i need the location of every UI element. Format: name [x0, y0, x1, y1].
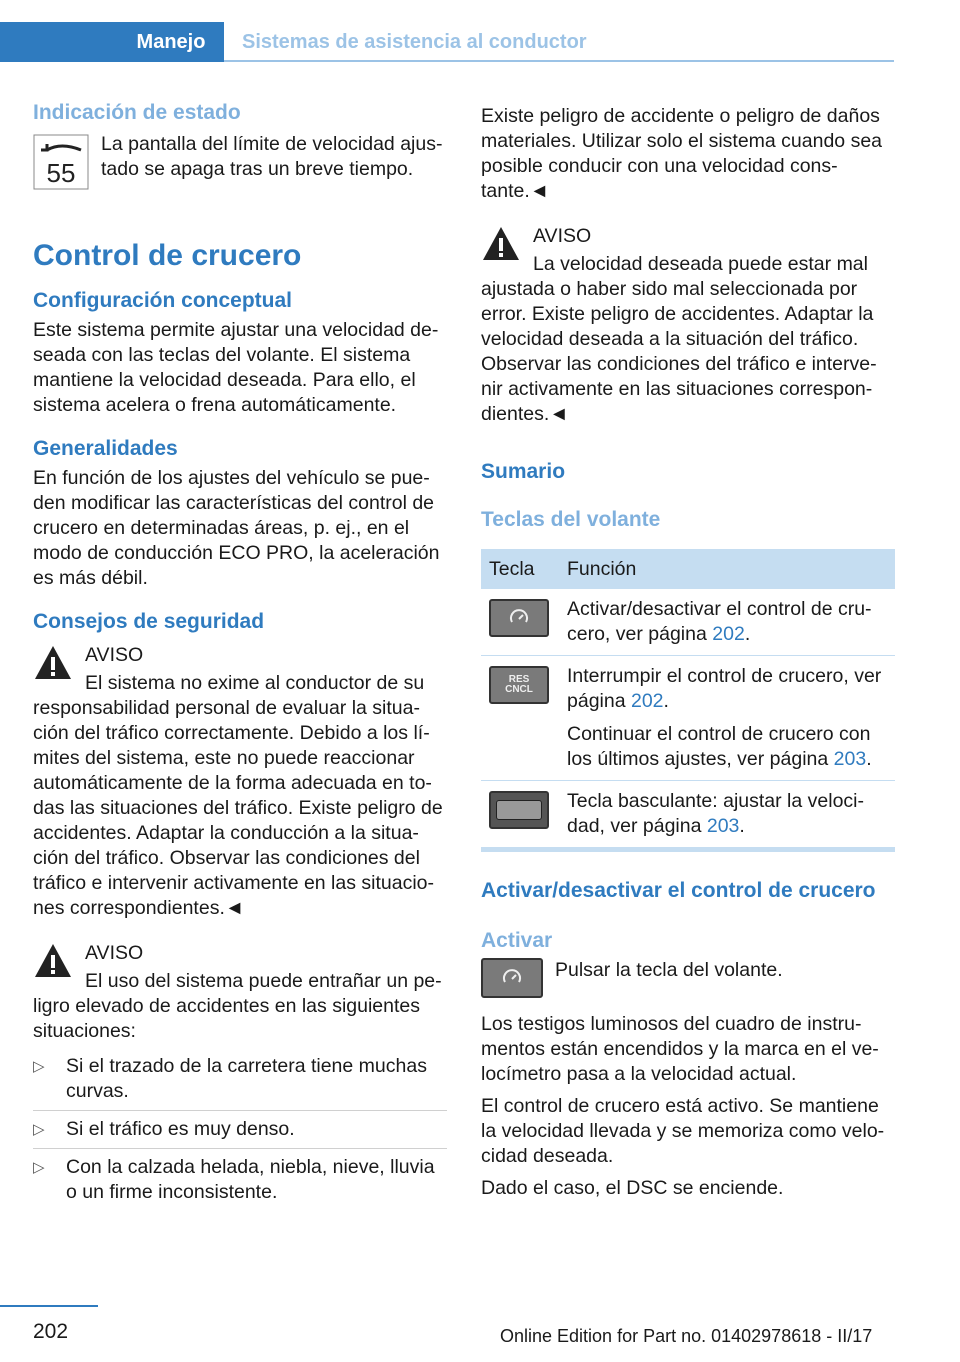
- header-bar: [0, 22, 118, 62]
- warning-3-text: La velocidad deseada puede estar mal ajustada o haber sido mal seleccionada por error. Existe peligro de accidentes. Adaptar la velocidad deseada a la situación del tráfico. Observar las condiciones del tráfico e interve-nir activamente en las situaciones correspon-dientes.◄: [481, 253, 877, 425]
- footer-rule: [0, 1305, 98, 1307]
- concept-text: Este sistema permite ajustar una velocidad de-seada con las teclas del volante. El sistema mantiene la velocidad deseada. Para ello, el sistema acelera o frena automáticamente.: [33, 319, 439, 416]
- status-text: La pantalla del límite de velocidad ajus-tado se apaga tras un breve tiempo.: [101, 133, 443, 180]
- page-link[interactable]: 202: [630, 690, 664, 712]
- speed-limit-value: 55: [46, 158, 76, 188]
- cruise-toggle-key-icon: [481, 958, 543, 998]
- row-1-text: Activar/desactivar el control de cru-cero, ver página: [567, 598, 872, 645]
- warning-triangle-icon: [33, 643, 73, 683]
- cruise-title: Control de crucero: [33, 239, 302, 272]
- warning-triangle-icon: [33, 941, 73, 981]
- rocker-switch-icon: [489, 791, 549, 829]
- risk-list: [33, 1048, 447, 1211]
- list-item: ▷ Si el trazado de la carretera tiene muchas curvas.: [33, 1048, 447, 1111]
- general-heading: Generalidades: [33, 437, 178, 460]
- summary-heading: Sumario: [481, 460, 566, 483]
- warning-1: [33, 643, 447, 921]
- table-bottom-rule: [481, 848, 895, 852]
- para-3: Dado el caso, el DSC se enciende.: [481, 1177, 784, 1199]
- left-column: [33, 100, 447, 1211]
- bullet-triangle-icon: ▷: [33, 1159, 45, 1176]
- cruise-toggle-key-icon: [489, 599, 549, 637]
- warning-triangle-icon: [481, 224, 521, 264]
- status-block: [33, 132, 447, 194]
- row-2-text-b: Continuar el control de crucero con los últimos ajustes, ver página: [567, 723, 871, 770]
- res-cncl-key-icon: RES CNCL: [489, 666, 549, 704]
- warning-2-label: AVISO: [85, 942, 144, 964]
- table-header-key: Tecla: [481, 549, 559, 589]
- page-link[interactable]: 202: [712, 623, 745, 645]
- speed-limit-icon: [33, 134, 89, 190]
- para-2: El control de crucero está activo. Se mantiene la velocidad llevada y se memoriza como velo-cidad deseada.: [481, 1095, 885, 1167]
- keys-table: [481, 549, 895, 848]
- general-text: En función de los ajustes del vehículo se pue-den modificar las características del control de crucero en determinadas áreas, p. ej., en el modo de conducción ECO PRO, la aceleración es más débil.: [33, 467, 440, 589]
- list-item: ▷ Con la calzada helada, niebla, nieve, lluvia o un firme inconsistente.: [33, 1156, 435, 1203]
- edition-note: Online Edition for Part no. 01402978618 - II/17: [500, 1326, 873, 1346]
- bullet-triangle-icon: ▷: [33, 1121, 45, 1138]
- warning-1-text: El sistema no exime al conductor de su responsabilidad personal de evaluar la situa-ción del tráfico correctamente. Debido a los lí-mites del sistema, este no puede reaccionar automáticamente de la forma adecuada en to-das las situaciones del tráfico. Existe peligro de accidentes. Adaptar la conducción a la situa-ción del tráfico. Observar las condiciones del tráfico e intervenir activamente en las situacio-nes correspondientes.◄: [33, 672, 443, 919]
- page-number: 202: [33, 1320, 69, 1343]
- table-row: RES CNCL Interrumpir el control de crucero, ver página 202. Continuar el control de crucero con los últimos ajustes, ver página 203.: [481, 656, 895, 781]
- warning-2-text: El uso del sistema puede entrañar un pe-ligro elevado de accidentes en las siguientes situaciones:: [33, 970, 442, 1042]
- table-row: Tecla basculante: ajustar la veloci-dad, ver página 203.: [481, 781, 895, 848]
- list-item: ▷ Si el tráfico es muy denso.: [33, 1111, 447, 1149]
- status-heading: Indicación de estado: [33, 101, 241, 124]
- warning-3-label: AVISO: [533, 225, 592, 247]
- warning-2: [33, 941, 447, 1044]
- page-link[interactable]: 203: [833, 748, 867, 770]
- row-3-text: Tecla basculante: ajustar la veloci-dad, ver página: [567, 790, 864, 837]
- table-row: Activar/desactivar el control de cru-cero, ver página 202.: [481, 589, 895, 656]
- row-2-text-a: Interrumpir el control de crucero, ver página: [567, 665, 882, 712]
- section-tab[interactable]: Manejo: [118, 22, 224, 62]
- table-header-function: Función: [559, 549, 895, 589]
- warning-1-label: AVISO: [85, 644, 144, 666]
- speedometer-icon: [508, 607, 530, 629]
- bullet-triangle-icon: ▷: [33, 1058, 45, 1075]
- page-link[interactable]: 203: [706, 815, 740, 837]
- activar-text: Pulsar la tecla del volante.: [555, 959, 783, 981]
- right-column: [481, 104, 895, 1201]
- warning-3: [481, 224, 895, 427]
- activar-heading: Activar: [481, 929, 553, 952]
- safety-heading: Consejos de seguridad: [33, 610, 265, 633]
- concept-heading: Configuración conceptual: [33, 289, 293, 312]
- header-divider: [224, 60, 894, 62]
- speedometer-icon: [501, 967, 523, 989]
- risk-text: Existe peligro de accidente o peligro de daños materiales. Utilizar solo el sistema cuando sea posible conducir con una velocidad cons-tante.◄: [481, 105, 883, 202]
- keys-heading: Teclas del volante: [481, 508, 661, 531]
- activar-block: [481, 958, 895, 1004]
- para-1: Los testigos luminosos del cuadro de instru-mentos están encendidos y la marca en el ve-locímetro pasa a la velocidad actual.: [481, 1013, 879, 1085]
- activate-heading: Activar/desactivar el control de crucero: [481, 879, 876, 902]
- chapter-title[interactable]: Sistemas de asistencia al conductor: [242, 31, 587, 53]
